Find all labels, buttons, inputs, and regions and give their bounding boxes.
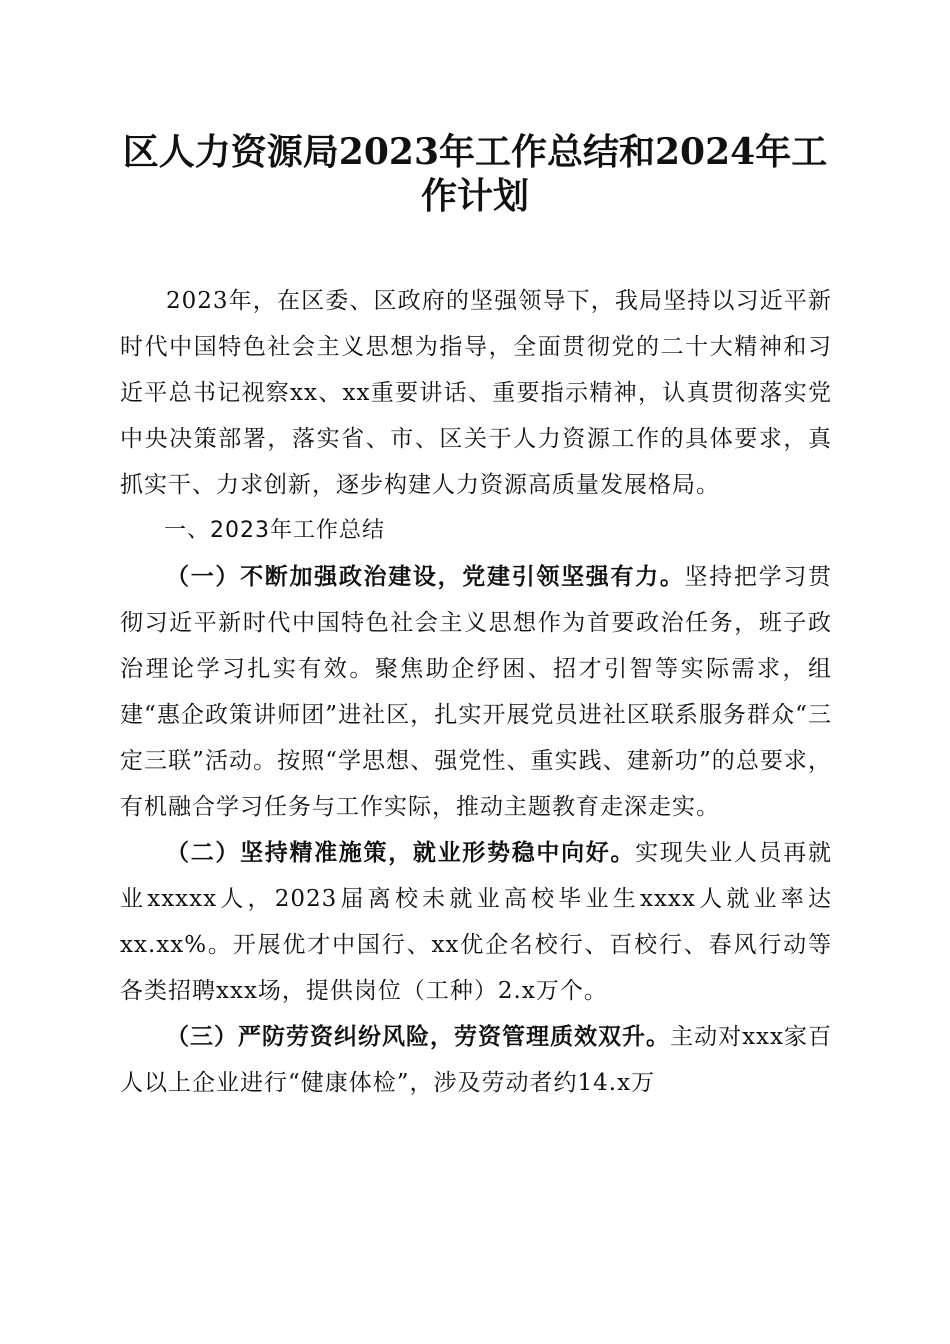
paragraph-subtitle: （三）严防劳资纠纷风险，劳资管理质效双升。 [166,1023,671,1050]
paragraph-text: 实现失业人员再就业xxxxx人，2023届离校未就业高校毕业生xxxx人就业率达xx.xx%。开展优才中国行、xx优企名校行、百校行、春风行动等各类招聘xxx场，提供岗位（工种）2.x万个。 [120,840,833,1004]
intro-paragraph: 2023年，在区委、区政府的坚强领导下，我局坚持以习近平新时代中国特色社会主义思想为指导，全面贯彻党的二十大精神和习近平总书记视察xx、xx重要讲话、重要指示精神，认真贯彻落实党中央决策部署，落实省、市、区关于人力资源工作的具体要求，真抓实干、力求创新，逐步构建人力资源高质量发展格局。 [120,288,832,498]
paragraph-text: 主动对xxx家百人以上企业进行“健康体检”，涉及劳动者约14.x万 [120,1024,833,1096]
paragraph-subtitle: （一）不断加强政治建设，党建引领坚强有力。 [166,563,685,590]
paragraph-item-2 [120,830,832,1014]
paragraph-item-1 [120,554,832,830]
document-title: 区人力资源局2023年工作总结和2024年工作计划 [122,131,828,217]
document-body [120,278,832,1106]
paragraph-text: 坚持把学习贯彻习近平新时代中国特色社会主义思想作为首要政治任务，班子政治理论学习扎实有效。聚焦助企纾困、招才引智等实际需求，组建“惠企政策讲师团”进社区，扎实开展党员进社区联系服务群众“三定三联”活动。按照“学思想、强党性、重实践、建新功”的总要求，有机融合学习任务与工作实际，推动主题教育走深走实。 [120,564,833,820]
section-heading: 一、2023年工作总结 [164,518,385,543]
paragraph-item-3 [120,1014,832,1106]
paragraph-subtitle: （二）坚持精准施策，就业形势稳中向好。 [166,839,636,866]
